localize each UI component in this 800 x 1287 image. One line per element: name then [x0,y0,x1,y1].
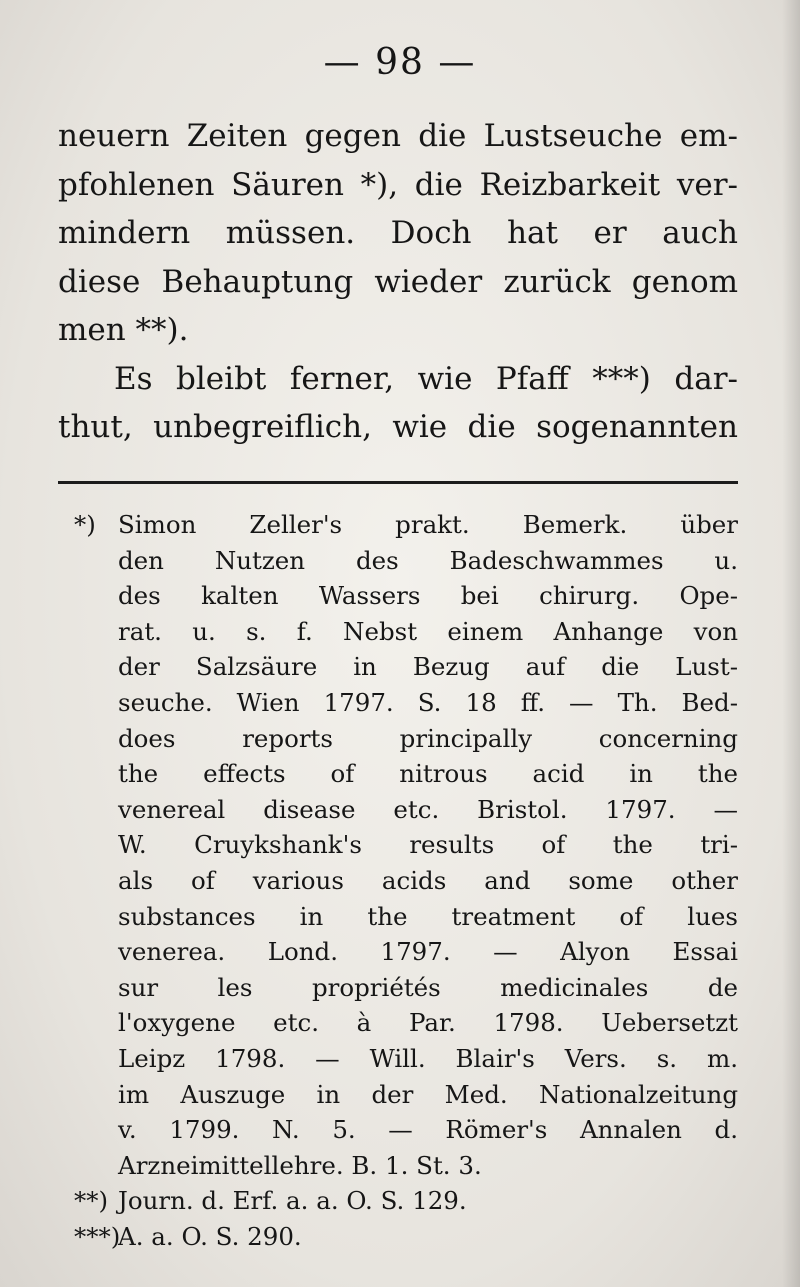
footnote-line: der Salzsäure in Bezug auf die Lust- [118,652,738,682]
footnote-line: des kalten Wassers bei chirurg. Ope- [118,581,738,611]
footnote-line: substances in the treatment of lues [118,901,738,931]
footnote-text: A. a. O. S. 290. [118,1221,302,1251]
footnote-line: den Nutzen des Badeschwammes u. [118,545,738,575]
footnotes [74,507,738,1254]
footnote-marker: **) [74,1186,109,1216]
text-line: men **). [58,312,189,348]
footnote-line: als of various acids and some other [118,865,738,895]
footnote-line [74,507,738,543]
footnote-line: Arzneimittellehre. B. 1. St. 3. [118,1150,482,1180]
footnote-line: l'oxygene etc. à Par. 1798. Uebersetzt [118,1008,738,1038]
text-line: diese Behauptung wieder zurück genom [58,263,738,300]
text-line: pfohlenen Säuren *), die Reizbarkeit ver- [58,166,738,203]
footnote-separator [58,481,738,484]
footnote-text: Simon Zeller's prakt. Bemerk. über [118,510,738,539]
footnote-line: im Auszuge in der Med. Nationalzeitung [118,1079,738,1109]
footnote-line: v. 1799. N. 5. — Römer's Annalen d. [118,1115,738,1145]
footnote-text: Journ. d. Erf. a. a. O. S. 129. [118,1186,467,1216]
text-line: mindern müssen. Doch hat er auch [58,215,738,251]
text-line: thut, unbegreiflich, wie die sogenannten [58,409,738,445]
footnote-line: venerea. Lond. 1797. — Alyon Essai [118,937,738,967]
footnote-line: rat. u. s. f. Nebst einem Anhange von [118,616,738,646]
footnote-line: venereal disease etc. Bristol. 1797. — [118,794,738,824]
text-line: Es bleibt ferner, wie Pfaff ***) dar- [114,360,738,397]
footnote-line: the effects of nitrous acid in the [118,759,738,789]
footnote-marker: *) [74,510,96,539]
footnote-line: Leipz 1798. — Will. Blair's Vers. s. m. [118,1043,738,1073]
footnote-line: W. Cruykshank's results of the tri- [118,830,738,860]
footnote-line [74,1183,738,1219]
main-text [58,112,738,452]
footnote-line: seuche. Wien 1797. S. 18 ff. — Th. Bed- [118,687,738,717]
page-shadow [782,0,800,1287]
text-line: neuern Zeiten gegen die Lustseuche em- [58,118,738,154]
footnote-marker: ***) [74,1221,121,1251]
footnote-line: does reports principally concerning [118,723,738,753]
footnote-line [74,1219,738,1255]
page-number: — 98 — [323,42,477,83]
footnote-line: sur les propriétés medicinales de [118,972,738,1002]
